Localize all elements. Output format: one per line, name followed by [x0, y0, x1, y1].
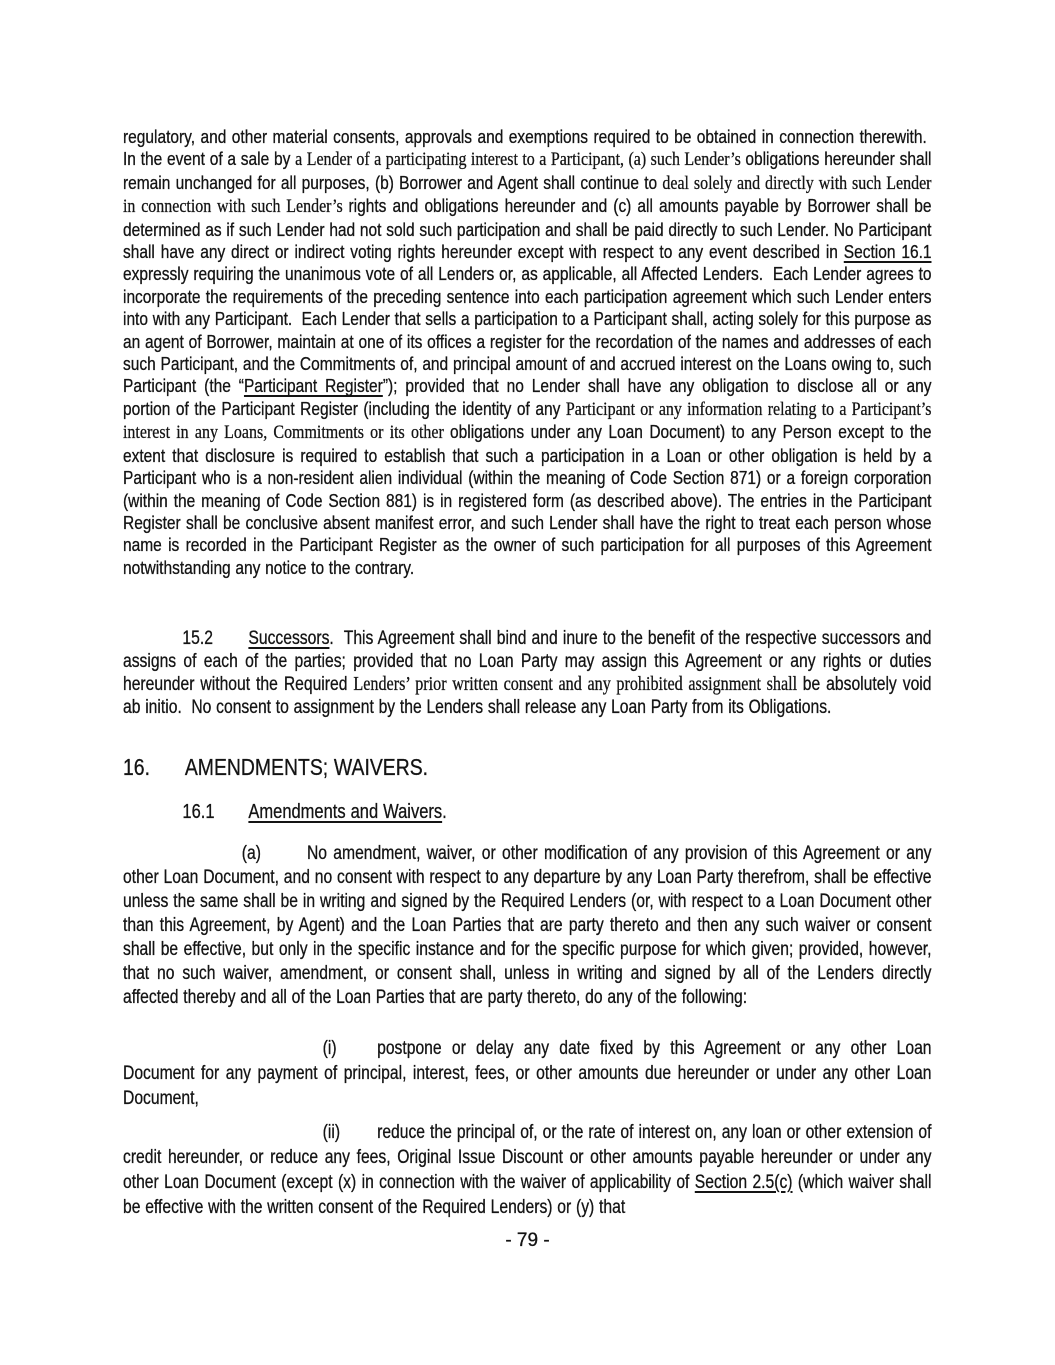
text-run: . This Agreement shall bind and inure to the benefit of the respective successors and assigns of each of the parties; provided that no Loan Party may assign this Agreement or any rights or duties hereunder without the Required	[123, 628, 932, 695]
serif-text-run: Lenders’ prior written consent and any prohibited assignment shall	[353, 674, 803, 695]
text-run: obligations hereunder shall remain unchanged for all purposes, (b) Borrower and Agent shall continue to	[123, 148, 932, 193]
section-15-2-successors	[123, 627, 932, 719]
text-run: .	[442, 801, 447, 823]
paragraph-participation-continuation	[123, 126, 932, 579]
underlined-text-run: Participant Register	[243, 375, 383, 397]
paragraph-16-1-a	[123, 842, 932, 1010]
text-run: regulatory, and other material consents, approvals and exemptions required to be obtained in connection therewith. In the event of a sale by	[123, 126, 932, 170]
text-run: reduce the principal of, or the rate of interest on, any loan or other extension of credit hereunder, or reduce any fees, Original Issue Discount or other amounts payable hereunder or under any other Loan Document (except (x) in connection with the waiver of applicability of	[123, 1122, 932, 1193]
clause-ii-reduce-principal	[123, 1120, 932, 1220]
serif-text-run: a Lender of a participating interest to a Participant, (a) such Lender’s	[295, 149, 746, 171]
text-run: ”); provided that no Lender shall have any obligation to disclose all or any portion of the Participant Register (including the identity of any	[123, 375, 932, 419]
page-number: - 79 -	[505, 1230, 550, 1251]
text-run: AMENDMENTS; WAIVERS.	[184, 754, 429, 780]
paragraph-number-label: 15.2	[182, 628, 213, 649]
paragraph-number-label: 16.1	[182, 801, 215, 823]
serif-text-run: deal solely and directly with such Lender in connection with such Lender’s	[123, 172, 932, 218]
paragraph-number-label: (a)	[241, 843, 261, 864]
text-run: obligations under any Loan Document) to any Person except to the extent that disclosure is required to establish that such a participation in a Loan or other obligation is held by a Participant who is a non-resident alien individual (within the meaning of Code Section 871) or a foreign corporation (within the meaning of Code Section 881) is in registered form (as described above). The entries in the Participant Register shall be conclusive absent manifest error, and such Lender shall have the right to treat each person whose name is recorded in the Participant Register as the owner of such participation for all purposes of this Agreement notwithstanding any notice to the contrary.	[123, 421, 932, 578]
text-run: expressly requiring the unanimous vote of all Lenders or, as applicable, all Affected Lenders. Each Lender agrees to incorporate the requirements of the preceding sentence into each participation agreement which such Lender enters into with any Participant. Each Lender that sells a participation to a Participant shall, acting solely for this purpose as an agent of Borrower, maintain at one of its offices a register for the recordation of the names and addresses of each such Participant, and the Commitments of, and principal amount of and accrued interest on the Loans owing to, such Participant (the “	[123, 263, 932, 397]
underlined-text-run: Section 16.1	[843, 241, 932, 263]
text-run: No amendment, waiver, or other modification of any provision of this Agreement or any other Loan Document, and no consent with respect to any departure by any Loan Party therefrom, shall be effective unless the same shall be in writing and signed by the Required Lenders (or, with respect to a Loan Document other than this Agreement, by Agent) and the Loan Parties that are party thereto and then any such waiver or consent shall be effective, but only in the specific instance and for the specific purpose for which given; provided, however, that no such waiver, amendment, or consent shall, unless in writing and signed by all of the Lenders directly affected thereby and all of the Loan Parties that are party thereto, do any of the following:	[123, 843, 932, 1008]
heading-16-1-amendments-and-waivers	[123, 799, 932, 825]
text-run: be absolutely void ab initio. No consent to assignment by the Lenders shall release any Loan Party from its Obligations.	[123, 674, 932, 718]
serif-text-run: Participant or any information relating to a Participant’s interest in any Loans, Commitments or its other	[123, 398, 932, 444]
clause-i-postpone-or-delay	[123, 1036, 932, 1111]
text-run: (which waiver shall be effective with the written consent of the Required Lenders) or (y) that	[123, 1172, 932, 1218]
paragraph-number-label: (i)	[322, 1038, 337, 1059]
text-run: rights and obligations hereunder and (c) all amounts payable by Borrower shall be determined as if such Lender had not sold such participation and shall be paid directly to such Lender. No Participant shall have any direct or indirect voting rights hereunder except with respect to any event described in	[123, 195, 932, 263]
paragraph-number-label: (ii)	[322, 1122, 341, 1143]
underlined-text-run: Amendments and Waivers	[248, 801, 443, 823]
heading-16-amendments-waivers	[123, 753, 932, 781]
underlined-text-run: Successors	[248, 628, 330, 649]
text-run: postpone or delay any date fixed by this Agreement or any other Loan Document for any payment of principal, interest, fees, or other amounts due hereunder or under any other Loan Document,	[123, 1038, 932, 1109]
paragraph-number-label: 16.	[123, 754, 150, 780]
underlined-text-run: Section 2.5(c)	[694, 1172, 793, 1193]
